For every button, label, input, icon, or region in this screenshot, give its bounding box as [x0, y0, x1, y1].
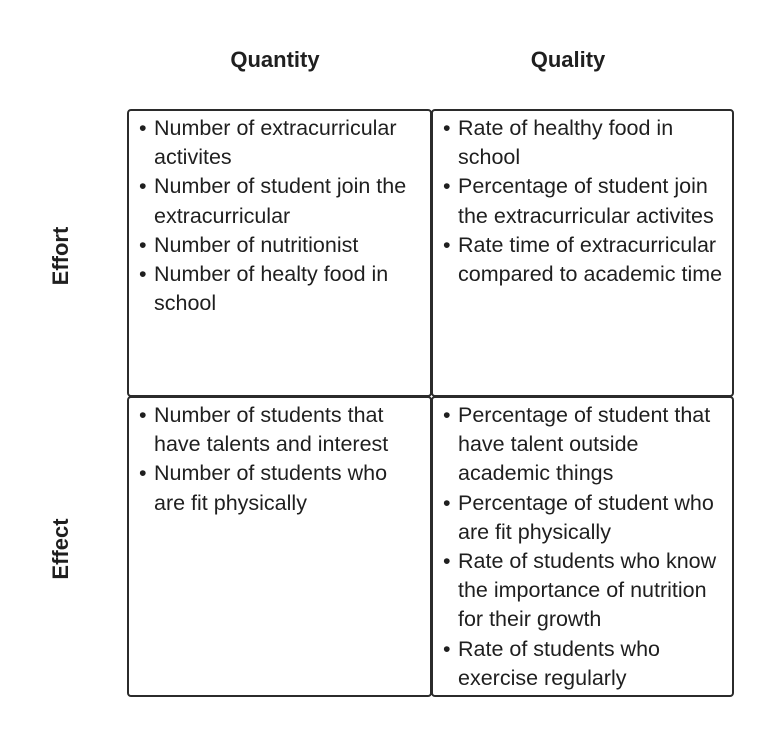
bullet-item: • Number of students that have talents and interest — [137, 401, 424, 459]
cell-effort-quantity — [127, 109, 432, 397]
column-header-quality: Quality — [530, 47, 606, 72]
row-header-effort: Effort — [48, 226, 73, 286]
bullet-item: • Rate of students who know the importance of nutrition for their growth — [441, 547, 726, 635]
bullet-item: • Number of students who are fit physically — [137, 459, 424, 517]
bullet-item: • Rate of healthy food in school — [441, 114, 726, 172]
bullet-list — [137, 114, 424, 318]
cell-effort-quality — [431, 109, 734, 397]
bullet-item: • Percentage of student join the extracurricular activites — [441, 172, 726, 230]
bullet-item: • Number of nutritionist — [137, 231, 424, 260]
bullet-list — [441, 114, 726, 289]
bullet-item: • Percentage of student that have talent outside academic things — [441, 401, 726, 489]
row-header-effect: Effect — [48, 518, 73, 580]
bullet-item: • Number of extracurricular activites — [137, 114, 424, 172]
bullet-item: • Rate of students who exercise regularly — [441, 635, 726, 693]
bullet-item: • Rate time of extracurricular compared to academic time — [441, 231, 726, 289]
bullet-item: • Percentage of student who are fit physically — [441, 489, 726, 547]
column-header-quantity: Quantity — [230, 47, 320, 72]
bullet-item: • Number of healty food in school — [137, 260, 424, 318]
bullet-list — [441, 401, 726, 693]
cell-effect-quality — [431, 396, 734, 697]
bullet-item: • Number of student join the extracurricular — [137, 172, 424, 230]
bullet-list — [137, 401, 424, 518]
cell-effect-quantity — [127, 396, 432, 697]
